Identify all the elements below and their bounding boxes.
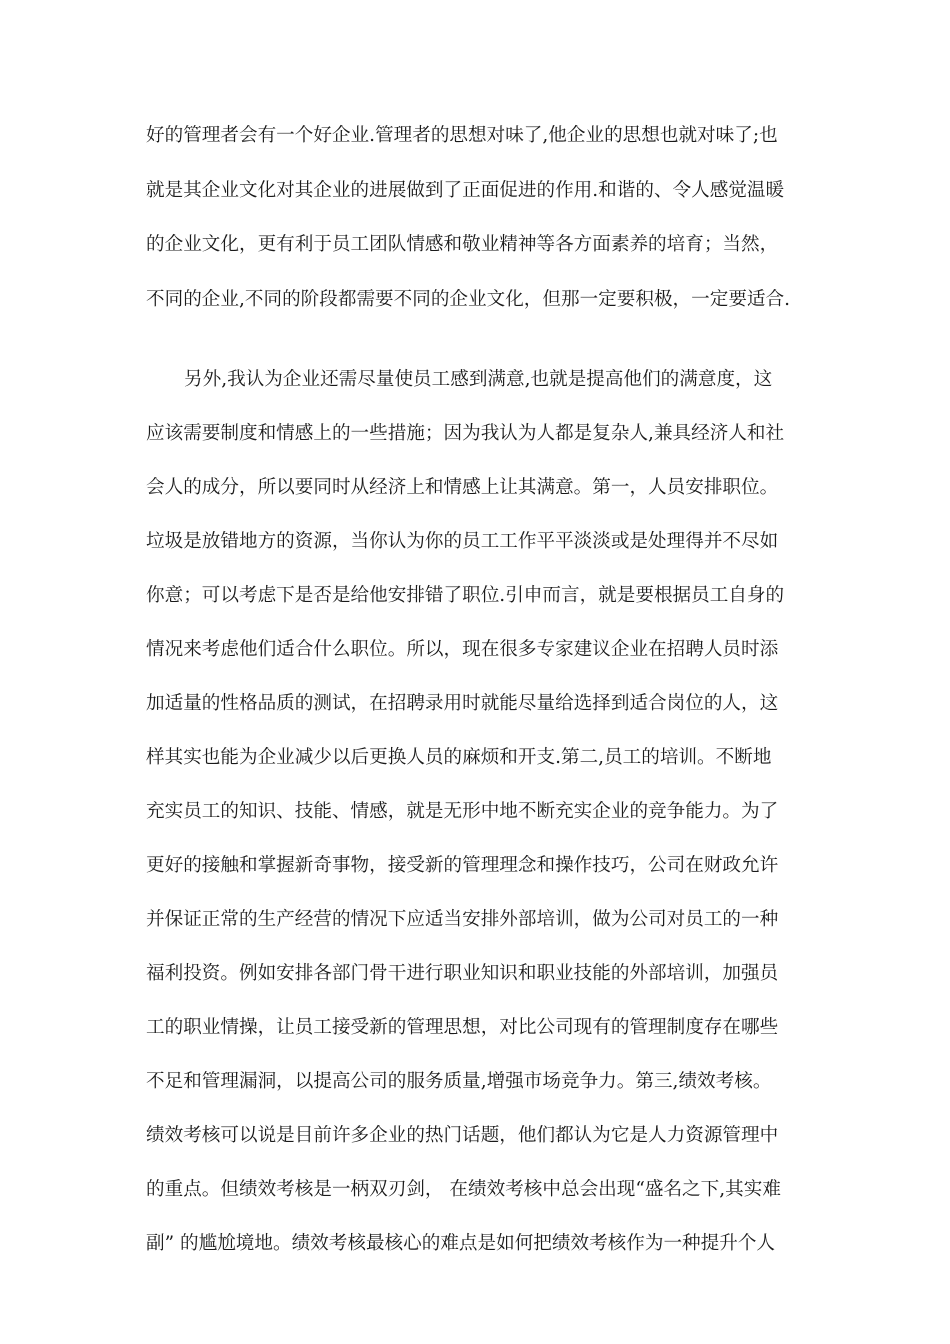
paragraph-2-line-15: 绩效考核可以说是目前许多企业的热门话题，他们都认为它是人力资源管理中 — [146, 1125, 779, 1146]
paragraph-2-line-14: 不足和管理漏洞，以提高公司的服务质量,增强市场竞争力。第三,绩效考核。 — [146, 1071, 772, 1092]
paragraph-2-line-1: 另外,我认为企业还需尽量使员工感到满意,也就是提高他们的满意度，这 — [184, 369, 773, 390]
paragraph-1-line-1: 好的管理者会有一个好企业.管理者的思想对味了,他企业的思想也就对味了;也 — [146, 125, 778, 146]
paragraph-2-line-10: 更好的接触和掌握新奇事物，接受新的管理理念和操作技巧，公司在财政允许 — [146, 855, 779, 876]
paragraph-2-line-8: 样其实也能为企业减少以后更换人员的麻烦和开支.第二,员工的培训。不断地 — [146, 747, 772, 768]
paragraph-2-line-7: 加适量的性格品质的测试，在招聘录用时就能尽量给选择到适合岗位的人，这 — [146, 693, 779, 714]
paragraph-2-line-16: 的重点。但绩效考核是一柄双刃剑， 在绩效考核中总会出现“盛名之下,其实难 — [146, 1179, 781, 1200]
paragraph-2-line-11: 并保证正常的生产经营的情况下应适当安排外部培训，做为公司对员工的一种 — [146, 909, 779, 930]
paragraph-2-line-2: 应该需要制度和情感上的一些措施；因为我认为人都是复杂人,兼具经济人和社 — [146, 423, 785, 444]
paragraph-1-line-4: 不同的企业,不同的阶段都需要不同的企业文化，但那一定要积极，一定要适合. — [146, 289, 791, 310]
paragraph-2-line-17: 副” 的尴尬境地。绩效考核最核心的难点是如何把绩效考核作为一种提升个人 — [146, 1233, 776, 1254]
paragraph-2-line-5: 你意；可以考虑下是否是给他安排错了职位.引申而言，就是要根据员工自身的 — [146, 585, 785, 606]
paragraph-1-line-3: 的企业文化，更有利于员工团队情感和敬业精神等各方面素养的培育；当然， — [146, 234, 779, 255]
paragraph-2-line-13: 工的职业情操，让员工接受新的管理思想，对比公司现有的管理制度存在哪些 — [146, 1017, 779, 1038]
paragraph-2-line-12: 福利投资。例如安排各部门骨干进行职业知识和职业技能的外部培训，加强员 — [146, 963, 779, 984]
paragraph-2-line-6: 情况来考虑他们适合什么职位。所以，现在很多专家建议企业在招聘人员时添 — [146, 639, 779, 660]
paragraph-2-line-3: 会人的成分，所以要同时从经济上和情感上让其满意。第一，人员安排职位。 — [146, 477, 779, 498]
paragraph-2-line-4: 垃圾是放错地方的资源，当你认为你的员工工作平平淡淡或是处理得并不尽如 — [146, 531, 779, 552]
paragraph-2-line-9: 充实员工的知识、技能、情感，就是无形中地不断充实企业的竞争能力。为了 — [146, 801, 779, 822]
paragraph-1-line-2: 就是其企业文化对其企业的进展做到了正面促进的作用.和谐的、令人感觉温暖 — [146, 180, 785, 201]
